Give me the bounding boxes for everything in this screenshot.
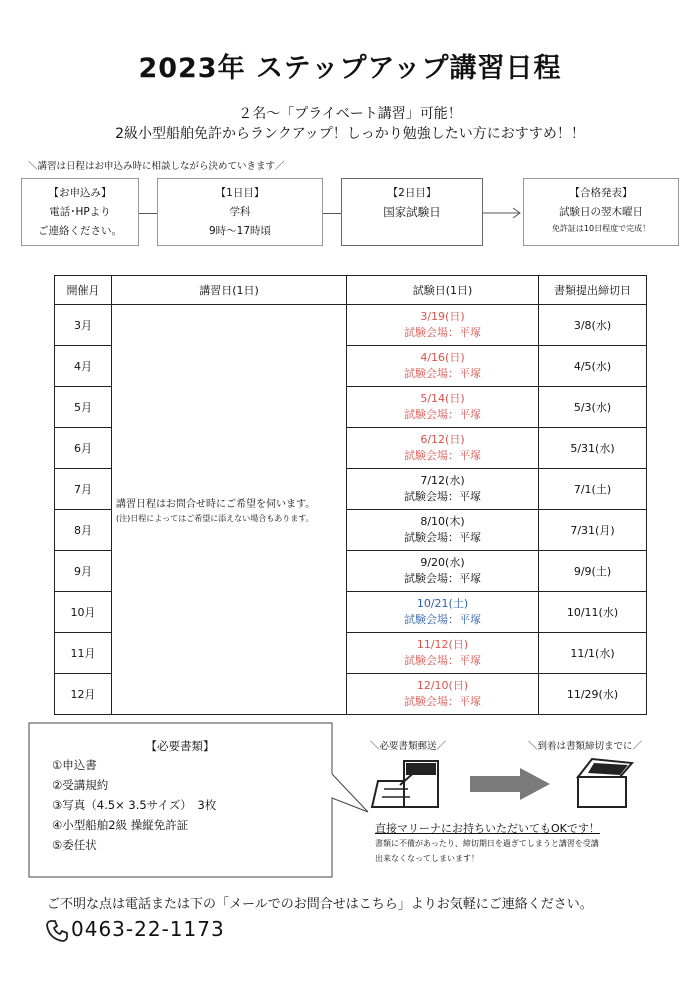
exam-date: 3/19(日) — [420, 310, 465, 323]
exam-day-cell — [347, 469, 539, 510]
arrow-right-icon — [470, 768, 550, 800]
step-day1-line1: 学科 — [229, 206, 251, 218]
exam-place: 試験会場：平塚 — [404, 695, 481, 708]
exam-place: 試験会場：平塚 — [404, 572, 481, 585]
month-cell: 9月 — [55, 551, 112, 592]
table-row — [55, 305, 647, 346]
header-lesson-day: 講習日(1日) — [112, 276, 347, 305]
step-result-line2: 免許証は10日程度で完成！ — [551, 224, 651, 233]
exam-day-cell — [347, 305, 539, 346]
exam-date: 9/20(水) — [420, 556, 465, 569]
exam-place: 試験会場：平塚 — [404, 326, 481, 339]
deadline-cell: 4/5(水) — [539, 346, 647, 387]
flow-arrow-icon — [483, 207, 523, 219]
step-day2-head: 【2日目】 — [387, 187, 437, 199]
header-exam-day: 試験日(1日) — [347, 276, 539, 305]
exam-place: 試験会場：平塚 — [404, 490, 481, 503]
page-title: 2023年 ステップアップ講習日程 — [138, 53, 562, 84]
subtitle-rank-up: 2級小型船舶免許からランクアップ！しっかり勉強したい方におすすめ！！ — [115, 126, 585, 142]
step-application — [21, 178, 139, 246]
exam-day-cell — [347, 551, 539, 592]
step-result-line1: 試験日の翌木曜日 — [559, 206, 643, 218]
step-day2 — [341, 178, 483, 246]
exam-day-cell — [347, 346, 539, 387]
step-result-head: 【合格発表】 — [569, 187, 633, 199]
exam-day-cell — [347, 387, 539, 428]
exam-place: 試験会場：平塚 — [404, 531, 481, 544]
step-application-line1: 電話･HPより — [49, 206, 111, 218]
flow-note: ＼講習は日程はお申込み時に相談しながら決めていきます／ — [28, 161, 285, 172]
lesson-day-cell — [112, 305, 347, 715]
deadline-cell: 7/31(月) — [539, 510, 647, 551]
deadline-cell: 7/1(土) — [539, 469, 647, 510]
deadline-cell: 5/3(水) — [539, 387, 647, 428]
step-day1-line2: 9時～17時頃 — [208, 225, 272, 237]
document-item: ⑤委任状 — [52, 838, 97, 852]
lesson-note-line2: (注)日程によってはご希望に添えない場合もあります。 — [116, 514, 314, 523]
lesson-note-line1: 講習日程はお問合せ時にご希望を伺います。 — [116, 499, 316, 510]
exam-place: 試験会場：平塚 — [404, 613, 481, 626]
month-cell: 5月 — [55, 387, 112, 428]
exam-date: 7/12(水) — [420, 474, 465, 487]
step-result — [523, 178, 679, 246]
exam-place: 試験会場：平塚 — [404, 449, 481, 462]
open-box-icon — [572, 755, 638, 811]
exam-day-cell — [347, 674, 539, 715]
deadline-cell: 5/31(水) — [539, 428, 647, 469]
exam-date: 11/12(日) — [416, 638, 469, 651]
exam-day-cell — [347, 592, 539, 633]
month-cell: 6月 — [55, 428, 112, 469]
step-day1-head: 【1日目】 — [215, 187, 265, 199]
phone-icon — [45, 919, 69, 943]
header-deadline: 書類提出締切日 — [539, 276, 647, 305]
deadline-cell: 11/1(水) — [539, 633, 647, 674]
mailbox-icon — [370, 755, 450, 815]
deadline-label: ＼到着は書類締切までに／ — [528, 741, 643, 752]
flow-connector — [139, 213, 157, 214]
schedule-body — [55, 305, 647, 715]
step-application-head: 【お申込み】 — [48, 187, 112, 199]
deadline-cell: 11/29(水) — [539, 674, 647, 715]
exam-date: 5/14(日) — [420, 392, 465, 405]
step-day1 — [157, 178, 323, 246]
document-item: ④小型船舶2級 操縦免許証 — [52, 818, 189, 832]
step-application-line2: ご連絡ください。 — [38, 225, 122, 237]
month-cell: 12月 — [55, 674, 112, 715]
month-cell: 4月 — [55, 346, 112, 387]
subtitle-private-lesson: ２名～「プライベート講習」可能！ — [238, 106, 462, 122]
warning-line1: 書類に不備があったり、締切期日を過ぎてしまうと講習を受講 — [375, 839, 599, 848]
document-item: ③写真（4.5× 3.5サイズ） 3枚 — [52, 798, 217, 812]
deadline-cell: 9/9(土) — [539, 551, 647, 592]
marina-note: 直接マリーナにお持ちいただいてもOKです！ — [375, 822, 600, 835]
document-item: ②受講規約 — [52, 778, 109, 792]
exam-day-cell — [347, 428, 539, 469]
flow-connector — [323, 213, 341, 214]
exam-date: 4/16(日) — [420, 351, 465, 364]
documents-title: 【必要書類】 — [145, 739, 215, 753]
month-cell: 10月 — [55, 592, 112, 633]
deadline-cell: 3/8(水) — [539, 305, 647, 346]
month-cell: 11月 — [55, 633, 112, 674]
warning-line2: 出来なくなってしまいます！ — [375, 854, 479, 863]
footer-text: ご不明な点は電話または下の「メールでのお問合せはこちら」よりお気軽にご連絡ください。 — [47, 897, 593, 912]
exam-date: 6/12(日) — [420, 433, 465, 446]
table-header-row — [55, 276, 647, 305]
exam-day-cell — [347, 633, 539, 674]
month-cell: 7月 — [55, 469, 112, 510]
step-day2-line1: 国家試験日 — [383, 205, 441, 219]
document-item: ①申込書 — [52, 758, 97, 772]
exam-date: 12/10(日) — [416, 679, 469, 692]
deadline-cell: 10/11(水) — [539, 592, 647, 633]
month-cell: 3月 — [55, 305, 112, 346]
exam-place: 試験会場：平塚 — [404, 408, 481, 421]
exam-date: 10/21(土) — [416, 597, 469, 610]
month-cell: 8月 — [55, 510, 112, 551]
exam-date: 8/10(木) — [420, 515, 465, 528]
mail-label: ＼必要書類郵送／ — [370, 741, 447, 752]
exam-day-cell — [347, 510, 539, 551]
exam-place: 試験会場：平塚 — [404, 654, 481, 667]
exam-place: 試験会場：平塚 — [404, 367, 481, 380]
schedule-table — [54, 275, 647, 715]
header-month: 開催月 — [55, 276, 112, 305]
phone-number[interactable]: 0463-22-1173 — [71, 917, 225, 941]
